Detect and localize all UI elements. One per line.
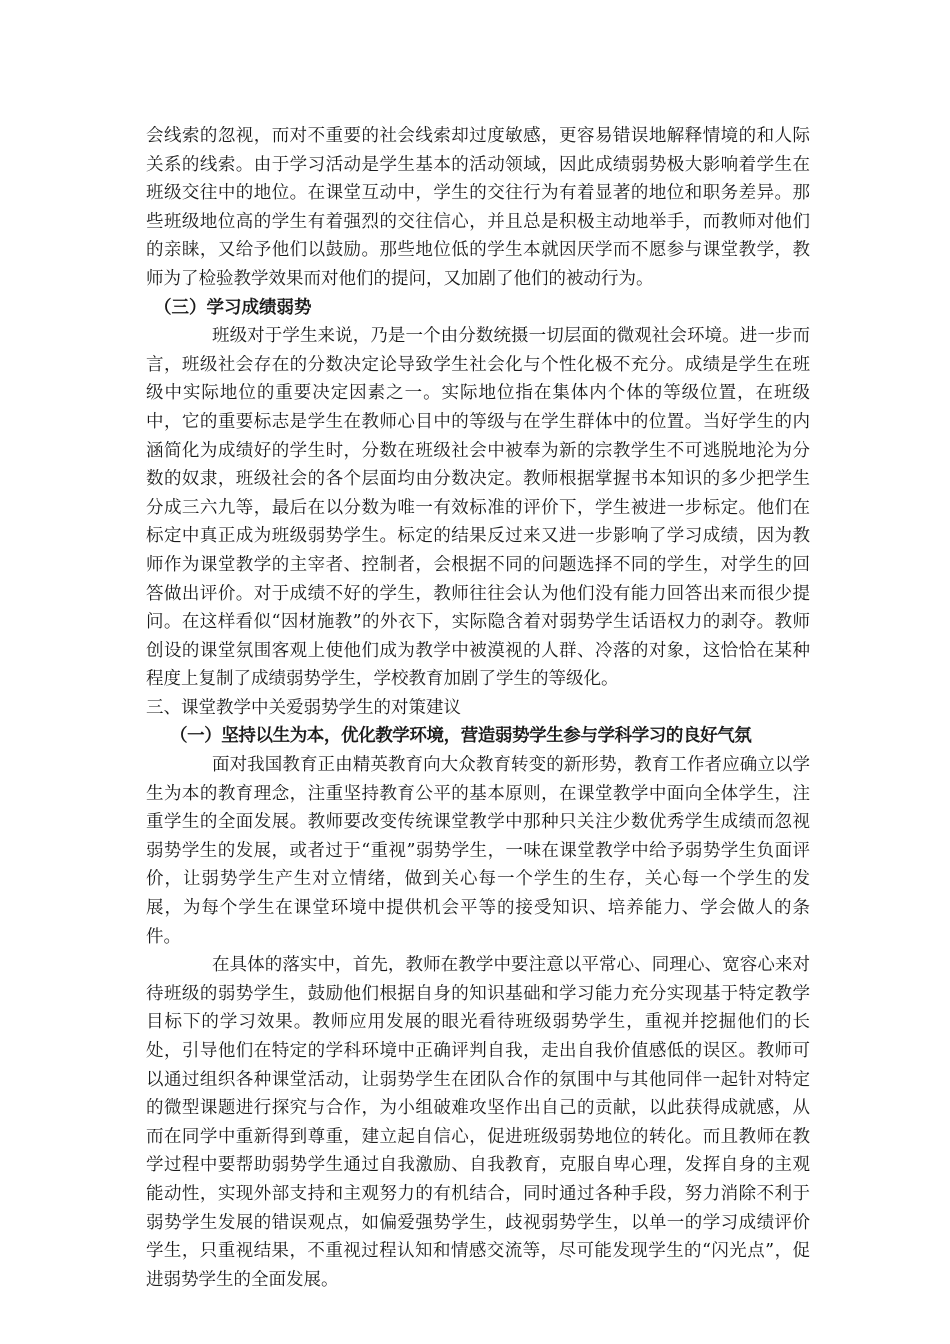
paragraph-practice: 在具体的落实中，首先，教师在教学中要注意以平常心、同理心、宽容心来对待班级的弱势学生，鼓励他们根据自身的知识基础和学习能力充分实现基于特定教学目标下的学习效果。教师应用发展的眼光看待班级弱势学生，重视并挖掘他们的长处，引导他们在特定的学科环境中正确评判自我，走出自我价值感低的误区。教师可以通过组织各种课堂活动，让弱势学生在团队合作的氛围中与其他同伴一起针对特定的微型课题进行探究与合作，为小组破难攻坚作出自己的贡献，以此获得成就感，从而在同学中重新得到尊重，建立起自信心，促进班级弱势地位的转化。而且教师在教学过程中要帮助弱势学生通过自我激励、自我教育，克服自卑心理，发挥自身的主观能动性，实现外部支持和主观努力的有机结合，同时通过各种手段，努力消除不利于弱势学生发展的错误观点，如偏爱强势学生，歧视弱势学生，以单一的学习成绩评价学生，只重视结果，不重视过程认知和情感交流等，尽可能发现学生的“闪光点”，促进弱势学生的全面发展。 [146, 955, 810, 1290]
heading-student-centered: （一）坚持以生为本，优化教学环境，营造弱势学生参与学科学习的良好气氛 [170, 726, 752, 747]
paragraph-environment: 面对我国教育正由精英教育向大众教育转变的新形势，教育工作者应确立以学生为本的教育理念，注重坚持教育公平的基本原则，在课堂教学中面向全体学生，注重学生的全面发展。教师要改变传统课堂教学中那种只关注少数优秀学生成绩而忽视弱势学生的发展，或者过于“重视”弱势学生，一味在课堂教学中给予弱势学生负面评价，让弱势学生产生对立情绪，做到关心每一个学生的生存，关心每一个学生的发展，为每个学生在课堂环境中提供机会平等的接受知识、培养能力、学会做人的条件。 [146, 755, 810, 947]
paragraph-intro: 会线索的忽视，而对不重要的社会线索却过度敏感，更容易错误地解释情境的和人际关系的线索。由于学习活动是学生基本的活动领域，因此成绩弱势极大影响着学生在班级交往中的地位。在课堂互动中，学生的交往行为有着显著的地位和职务差异。那些班级地位高的学生有着强烈的交往信心，并且总是积极主动地举手，而教师对他们的亲睐，又给予他们以鼓励。那些地位低的学生本就因厌学而不愿参与课堂教学，教师为了检验教学效果而对他们的提问，又加剧了他们的被动行为。 [146, 126, 810, 289]
section-title: 三、课堂教学中关爱弱势学生的对策建议 [146, 697, 461, 718]
document-body [146, 122, 810, 1294]
paragraph-grades: 班级对于学生来说，乃是一个由分数统摄一切层面的微观社会环境。进一步而言，班级社会存在的分数决定论导致学生社会化与个性化极不充分。成绩是学生在班级中实际地位的重要决定因素之一。实际地位指在集体内个体的等级位置，在班级中，它的重要标志是学生在教师心目中的等级与在学生群体中的位置。当好学生的内涵简化为成绩好的学生时，分数在班级社会中被奉为新的宗教学生不可逃脱地沦为分数的奴隶，班级社会的各个层面均由分数决定。教师根据掌握书本知识的多少把学生分成三六九等，最后在以分数为唯一有效标准的评价下，学生被进一步标定。他们在标定中真正成为班级弱势学生。标定的结果反过来又进一步影响了学习成绩，因为教师作为课堂教学的主宰者、控制者，会根据不同的问题选择不同的学生，对学生的回答做出评价。对于成绩不好的学生，教师往往会认为他们没有能力回答出来而很少提问。在这样看似“因材施教”的外衣下，实际隐含着对弱势学生话语权力的剥夺。教师创设的课堂氛围客观上使他们成为教学中被漠视的人群、冷落的对象，这恰恰在某种程度上复制了成绩弱势学生，学校教育加剧了学生的等级化。 [146, 326, 810, 690]
heading-learning-grades: （三）学习成绩弱势 [154, 297, 312, 318]
